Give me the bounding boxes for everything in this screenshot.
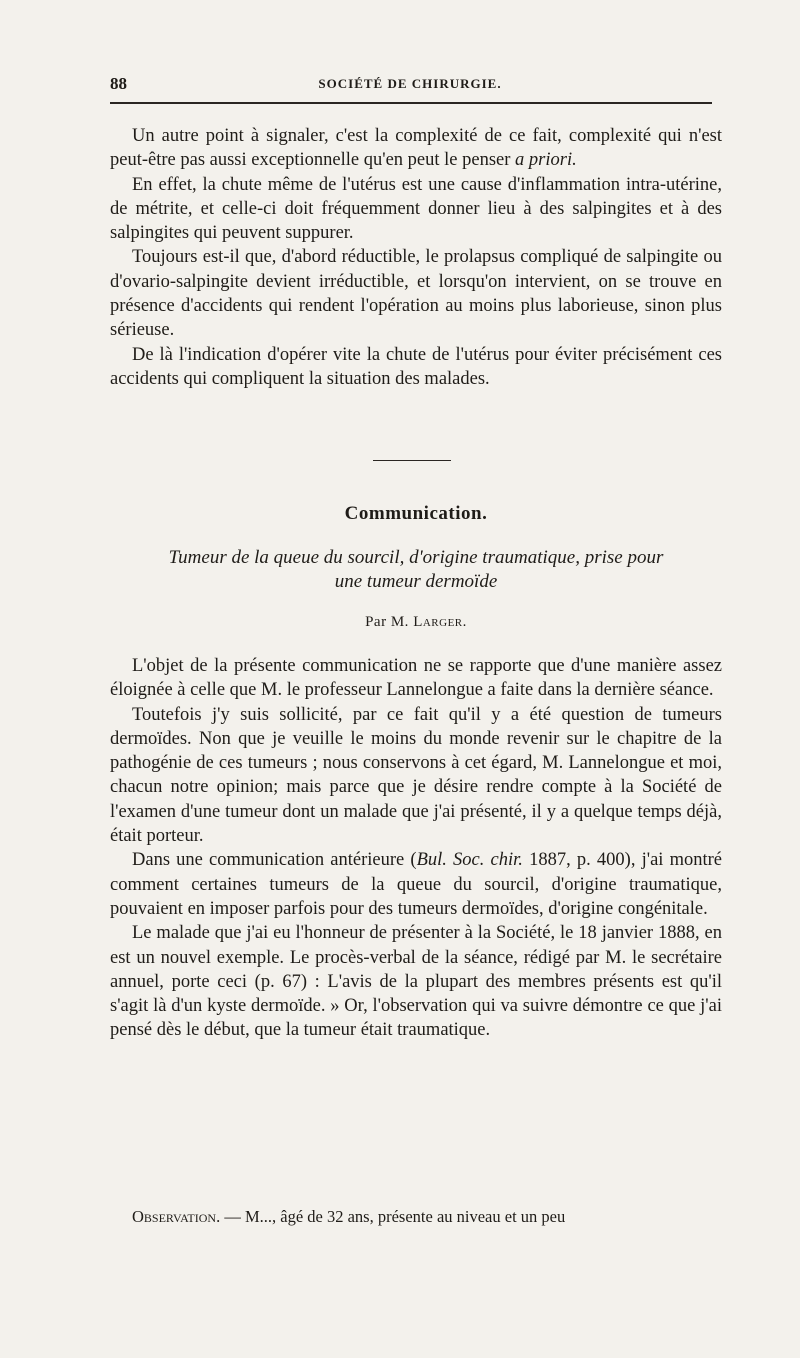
header-rule	[110, 102, 712, 104]
page-header	[110, 72, 710, 98]
italic-text: a priori.	[515, 150, 577, 171]
byline-prefix: Par M.	[365, 614, 414, 630]
section-heading: Communication.	[344, 503, 488, 524]
page-number: 88	[110, 74, 127, 93]
paragraph: Toujours est-il que, d'abord réductible, le prolapsus compliqué de salpingite ou d'ovario-salpingite devient irréductible, et lorsqu'on intervient, on se trouve en présence d'accidents qui rendent l'opération au moins plus laborieuse, sinon plus sérieuse.	[110, 247, 722, 341]
paragraph-text: Un autre point à signaler, c'est la complexité de ce fait, complexité qui n'est peut-être pas aussi exceptionnelle qu'en peut le penser	[110, 126, 722, 171]
running-title: SOCIÉTÉ DE CHIRURGIE.	[318, 76, 502, 91]
article-title	[110, 546, 722, 594]
author-name: Larger.	[413, 614, 467, 630]
byline	[110, 614, 722, 631]
citation: Bul. Soc. chir.	[416, 850, 523, 871]
paragraph	[110, 848, 722, 921]
article-title-line: une tumeur dermoïde	[334, 571, 498, 592]
section-separator	[373, 460, 451, 461]
paragraph-text: 1887, p. 400), j'ai montré comment certaines tumeurs de la queue du sourcil, d'origine traumatique, pouvaient en imposer parfois pour des tumeurs dermoïdes, d'origine congénitale.	[110, 850, 723, 919]
observation	[110, 1206, 722, 1228]
communication-text	[110, 654, 722, 1043]
paragraph: De là l'indication d'opérer vite la chute de l'utérus pour éviter précisément ces accidents qui compliquent la situation des malades.	[110, 344, 722, 389]
article-title-line: Tumeur de la queue du sourcil, d'origine traumatique, prise pour	[168, 547, 664, 568]
paragraph: Le malade que j'ai eu l'honneur de présenter à la Société, le 18 janvier 1888, en est un nouvel exemple. Le procès-verbal de la séance, rédigé par M. le secrétaire annuel, porte ceci (p. 67) : L'avis de la plupart des membres présents est qu'il s'agit là d'un kyste dermoïde. » Or, l'observation qui va suivre démontre ce que j'ai pensé dès le début, que la tumeur était traumatique.	[110, 923, 722, 1041]
paragraph: L'objet de la présente communication ne se rapporte que d'une manière assez éloignée à celle que M. le professeur Lannelongue a faite dans la dernière séance.	[110, 656, 722, 701]
paragraph-text: Dans une communication antérieure (	[132, 850, 417, 871]
observation-text: — M..., âgé de 32 ans, présente au niveau et un peu	[220, 1207, 566, 1226]
intro-text	[110, 124, 722, 391]
paragraph: En effet, la chute même de l'utérus est une cause d'inflammation intra-utérine, de métrite, et celle-ci doit fréquemment donner lieu à des salpingites et à des salpingites qui peuvent suppurer.	[110, 174, 722, 244]
paragraph	[110, 124, 722, 173]
paragraph: Toutefois j'y suis sollicité, par ce fait qu'il y a été question de tumeurs dermoïdes. Non que je veuille le moins du monde revenir sur le chapitre de la pathogénie de ces tumeurs ; nous conservons à cet égard, M. Lannelongue et moi, chacun notre opinion; mais parce que je désire rendre compte à la Société de l'examen d'une tumeur dont un malade que j'ai présenté, il y a quelque temps déjà, était porteur.	[110, 704, 722, 847]
observation-label: Observation.	[132, 1207, 221, 1226]
